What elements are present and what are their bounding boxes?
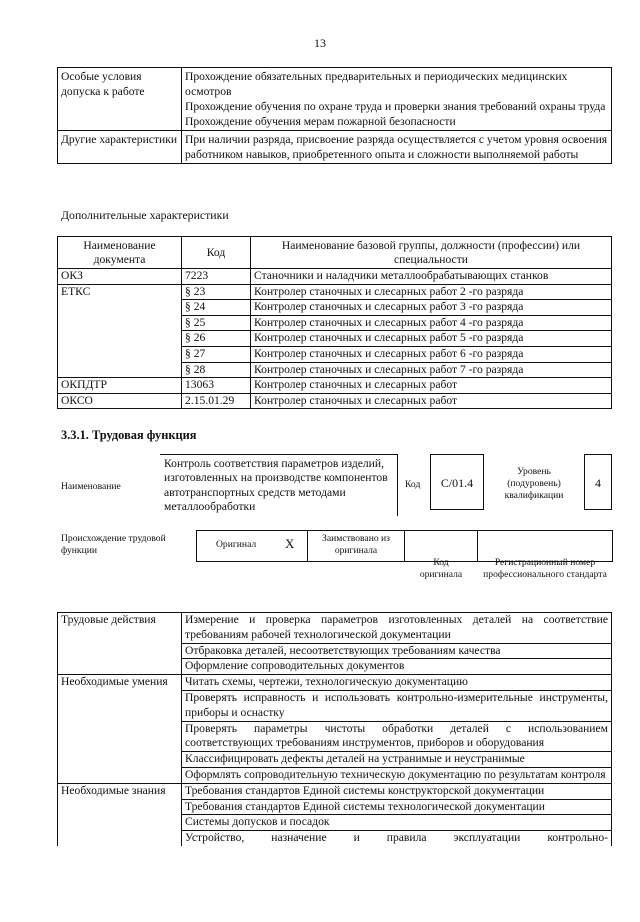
labor-action-item: Измерение и проверка параметров изготовленных деталей на соответствие требованиям рабочей технологической документации xyxy=(182,613,612,644)
additional-characteristics-title: Дополнительные характеристики xyxy=(61,208,229,222)
row-name: Станочники и наладчики металлообрабатывающих станков xyxy=(251,269,612,285)
row-document xyxy=(58,362,182,378)
row-document xyxy=(58,315,182,331)
table-row xyxy=(58,315,612,331)
skill-item: Проверять исправность и использовать контрольно-измерительные инструменты, приборы и оснастку xyxy=(182,690,612,721)
skill-item: Читать схемы, чертежи, технологическую документацию xyxy=(182,675,612,691)
row-code: 7223 xyxy=(182,269,251,285)
other-characteristics-text: При наличии разряда, присвоение разряда осуществляется с учетом уровня освоения работником навыков, приобретенного опыта и сложности выполняемой работы xyxy=(182,131,612,164)
table-row xyxy=(58,613,612,644)
row-code: § 26 xyxy=(182,331,251,347)
code-label: Код xyxy=(405,479,421,490)
qualification-level-value: 4 xyxy=(584,454,612,510)
row-code: § 25 xyxy=(182,315,251,331)
row-name: Контролер станочных и слесарных работ 7 -го разряда xyxy=(251,362,612,378)
knowledge-item: Системы допусков и посадок xyxy=(182,815,612,831)
row-document: ОКПДТР xyxy=(58,378,182,394)
qualification-level-label: Уровень (подуровень) квалификации xyxy=(504,466,564,501)
row-code: 13063 xyxy=(182,378,251,394)
table-row xyxy=(58,300,612,316)
original-label: Оригинал xyxy=(216,539,257,550)
conditions-table xyxy=(57,67,612,164)
knowledge-item: Устройство, назначение и правила эксплуатации контрольно- xyxy=(182,831,612,846)
row-name: Контролер станочных и слесарных работ xyxy=(251,378,612,394)
special-condition-item: Прохождение обучения по охране труда и проверки знания требований охраны труда xyxy=(185,100,606,113)
table-row xyxy=(58,346,612,362)
table-row xyxy=(58,378,612,394)
section-title: 3.3.1. Трудовая функция xyxy=(61,428,197,442)
row-name: Контролер станочных и слесарных работ 3 -го разряда xyxy=(251,300,612,316)
other-characteristics-row xyxy=(58,131,612,164)
row-name: Контролер станочных и слесарных работ xyxy=(251,393,612,409)
row-code: § 24 xyxy=(182,300,251,316)
table-row xyxy=(58,269,612,285)
special-conditions-row xyxy=(58,68,612,131)
table-row xyxy=(58,393,612,409)
table-header-row xyxy=(58,237,612,269)
table-row xyxy=(58,675,612,691)
row-name: Контролер станочных и слесарных работ 2 -го разряда xyxy=(251,284,612,300)
knowledge-item: Требования стандартов Единой системы технологической документации xyxy=(182,799,612,815)
origin-label: Происхождение трудовой функции xyxy=(61,533,166,556)
required-skills-label: Необходимые умения xyxy=(58,675,182,784)
skill-item: Классифицировать дефекты деталей на устранимые и неустранимые xyxy=(182,752,612,768)
header-code: Код xyxy=(182,237,251,269)
skill-item: Оформлять сопроводительную техническую документацию по результатам контроля xyxy=(182,767,612,783)
labor-action-item: Оформление сопроводительных документов xyxy=(182,659,612,675)
original-checkmark: Х xyxy=(285,536,295,551)
table-row xyxy=(58,331,612,347)
page-number: 13 xyxy=(314,36,326,50)
row-document: ОКЗ xyxy=(58,269,182,285)
labor-action-item: Отбраковка деталей, несоответствующих требованиям качества xyxy=(182,643,612,659)
table-row xyxy=(58,783,612,799)
special-condition-item: Прохождение обучения мерам пожарной безопасности xyxy=(185,115,456,128)
function-code-value: С/01.4 xyxy=(430,454,484,510)
special-conditions-cell xyxy=(182,68,612,131)
table-row xyxy=(58,284,612,300)
special-condition-item: Прохождение обязательных предварительных и периодических медицинских осмотров xyxy=(185,70,568,98)
row-name: Контролер станочных и слесарных работ 6 -го разряда xyxy=(251,346,612,362)
origin-code-caption: Код оригинала xyxy=(419,557,463,580)
function-details-table xyxy=(57,612,612,846)
row-code: 2.15.01.29 xyxy=(182,393,251,409)
header-document: Наименование документа xyxy=(58,237,182,269)
row-code: § 23 xyxy=(182,284,251,300)
row-document xyxy=(58,346,182,362)
row-code: § 28 xyxy=(182,362,251,378)
row-document: ОКСО xyxy=(58,393,182,409)
required-knowledge-label: Необходимые знания xyxy=(58,783,182,846)
additional-characteristics-table xyxy=(57,236,612,409)
table-row xyxy=(58,362,612,378)
header-name: Наименование базовой группы, должности (профессии) или специальности xyxy=(251,237,612,269)
function-name-label: Наименование xyxy=(61,481,121,492)
row-code: § 27 xyxy=(182,346,251,362)
row-document: ЕТКС xyxy=(58,284,182,300)
labor-actions-label: Трудовые действия xyxy=(58,613,182,675)
other-characteristics-label: Другие характеристики xyxy=(58,131,182,164)
borrowed-label: Заимствовано из оригинала xyxy=(307,530,405,562)
row-document xyxy=(58,300,182,316)
function-name-value: Контроль соответствия параметров изделий, изготовленных на производстве компонентов автотранспортных средств методами металлообработки xyxy=(160,454,398,516)
row-name: Контролер станочных и слесарных работ 5 -го разряда xyxy=(251,331,612,347)
reg-number-caption: Регистрационный номер профессионального стандарта xyxy=(483,557,607,580)
knowledge-item: Требования стандартов Единой системы конструкторской документации xyxy=(182,783,612,799)
special-conditions-label: Особые условия допуска к работе xyxy=(58,68,182,131)
skill-item: Проверять параметры чистоты обработки деталей с использованием соответствующих требованиям инструментов, приборов и оборудования xyxy=(182,721,612,752)
row-document xyxy=(58,331,182,347)
row-name: Контролер станочных и слесарных работ 4 -го разряда xyxy=(251,315,612,331)
